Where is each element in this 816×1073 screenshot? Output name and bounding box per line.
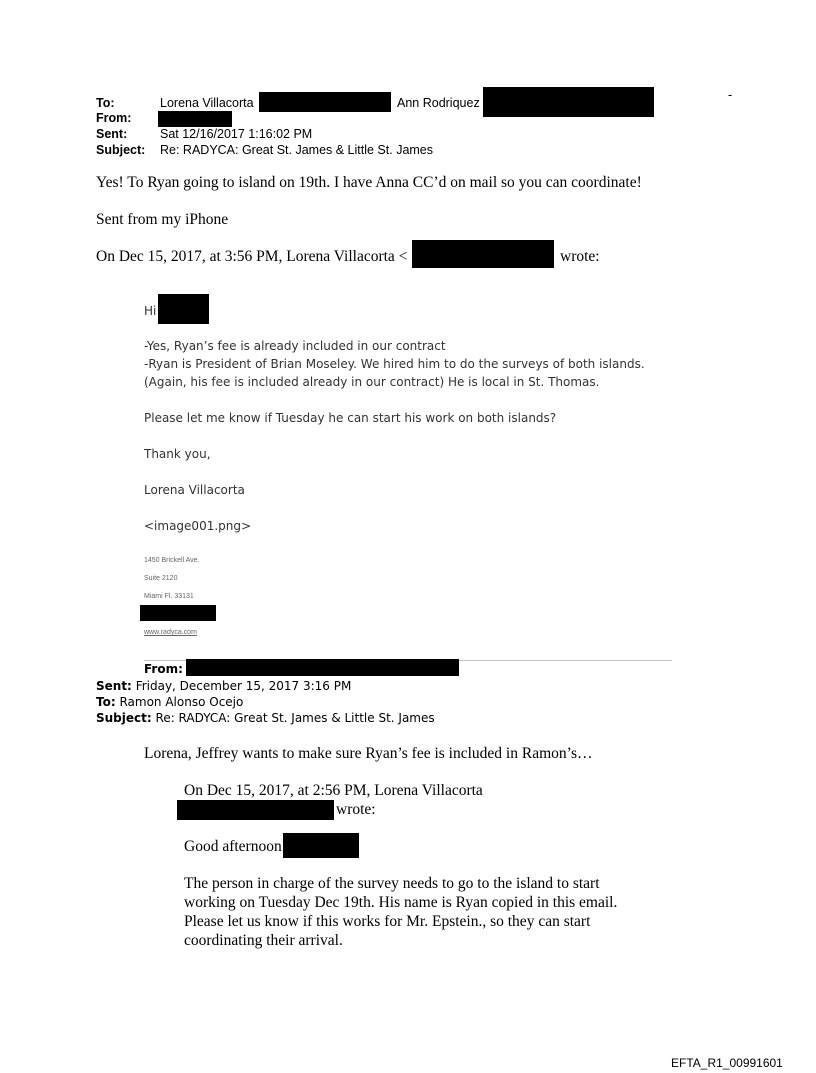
signature-name: Lorena Villacorta: [144, 483, 245, 497]
survey-paragraph-line: The person in charge of the survey needs to go to the island to start: [184, 875, 600, 892]
fwd-subject-row: Subject: Re: RADYCA: Great St. James & Little St. James: [96, 711, 435, 725]
fwd-sent-row: Sent: Friday, December 15, 2017 3:16 PM: [96, 679, 352, 693]
quoted-line: (Again, his fee is included already in our contract) He is local in St. Thomas.: [144, 375, 600, 389]
redaction-block: [158, 294, 209, 324]
to-recipient-1: Lorena Villacorta: [160, 96, 254, 110]
redaction-block: [186, 659, 459, 676]
sent-from-line: Sent from my iPhone: [96, 211, 229, 228]
redaction-block: [140, 605, 216, 621]
website-link[interactable]: www.radyca.com: [144, 629, 197, 636]
redaction-block: [158, 111, 232, 127]
survey-paragraph-line: Please let us know if this works for Mr. Epstein., so they can start: [184, 913, 591, 930]
redaction-block: [483, 87, 654, 117]
redaction-block: [177, 800, 334, 820]
on-date-line-2: On Dec 15, 2017, at 2:56 PM, Lorena Villacorta: [184, 782, 483, 799]
quoted-line: -Yes, Ryan’s fee is already included in our contract: [144, 339, 446, 353]
quoted-line: Please let me know if Tuesday he can start his work on both islands?: [144, 411, 557, 425]
dash-mark: -: [728, 88, 733, 102]
survey-paragraph-line: coordinating their arrival.: [184, 932, 343, 949]
wrote-label: wrote:: [560, 248, 600, 265]
reply-line: Yes! To Ryan going to island on 19th. I have Anna CC’d on mail so you can coordinate!: [96, 174, 642, 191]
from-label: From:: [96, 111, 132, 125]
fwd-body: Lorena, Jeffrey wants to make sure Ryan’s fee is included in Ramon’s…: [144, 745, 593, 762]
image-placeholder: <image001.png>: [144, 519, 252, 533]
fwd-from-label: From:: [144, 662, 183, 676]
fwd-to-row: To: Ramon Alonso Ocejo: [96, 695, 244, 709]
subject-label: Subject:: [96, 143, 146, 157]
redaction-block: [412, 240, 554, 268]
wrote-label-2: wrote:: [336, 801, 376, 818]
quoted-line: -Ryan is President of Brian Moseley. We hired him to do the surveys of both islands.: [144, 357, 645, 371]
address-line: 1450 Brickell Ave.: [144, 557, 200, 564]
greeting-afternoon: Good afternoon: [184, 838, 282, 855]
sent-label: Sent:: [96, 127, 128, 141]
address-line: Miami Fl. 33131: [144, 593, 194, 600]
survey-paragraph-line: working on Tuesday Dec 19th. His name is Ryan copied in this email.: [184, 894, 618, 911]
redaction-block: [283, 833, 359, 858]
document-id: EFTA_R1_00991601: [671, 1056, 783, 1070]
to-recipient-2: Ann Rodriquez: [397, 96, 480, 110]
thank-you: Thank you,: [144, 447, 211, 461]
greeting-hi: Hi: [144, 304, 157, 318]
redaction-block: [259, 92, 391, 112]
subject-value: Re: RADYCA: Great St. James & Little St. James: [160, 143, 434, 157]
to-label: To:: [96, 96, 115, 110]
sent-value: Sat 12/16/2017 1:16:02 PM: [160, 127, 313, 141]
on-date-line: On Dec 15, 2017, at 3:56 PM, Lorena Villacorta <: [96, 248, 408, 265]
address-line: Suite 2120: [144, 575, 178, 582]
